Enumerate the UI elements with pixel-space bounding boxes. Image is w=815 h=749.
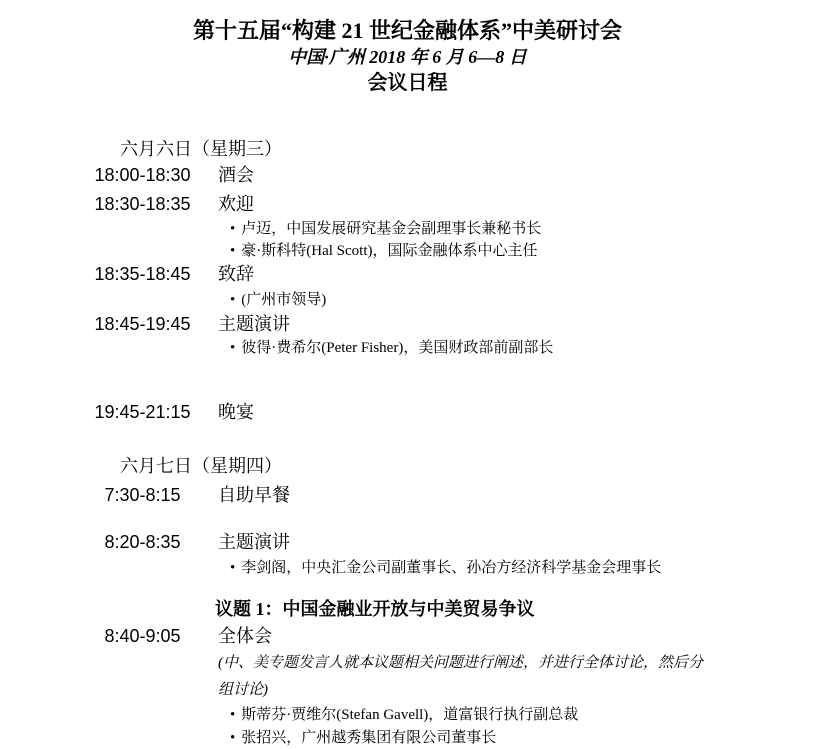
time-range: 18:00-18:30 bbox=[94, 165, 191, 185]
event-title: 酒会 bbox=[218, 165, 254, 185]
schedule-row bbox=[0, 400, 815, 424]
schedule-row bbox=[0, 312, 815, 336]
day-section-june-7 bbox=[0, 455, 815, 749]
time-range: 18:35-18:45 bbox=[94, 264, 191, 284]
document-header bbox=[0, 18, 815, 95]
bullet-icon: • bbox=[230, 707, 236, 723]
session-note-line: (中、美专题发言人就本议题相关问题进行阐述，并进行全体讨论，然后分 bbox=[218, 655, 703, 671]
event-title: 主题演讲 bbox=[218, 532, 290, 552]
time-range: 8:40-9:05 bbox=[104, 626, 181, 646]
speaker-text: 豪·斯科特(Hal Scott)，国际金融体系中心主任 bbox=[241, 243, 538, 259]
time-range: 8:20-8:35 bbox=[104, 532, 181, 552]
event-title: 主题演讲 bbox=[218, 314, 290, 334]
date-heading: 六月六日（星期三） bbox=[120, 139, 282, 159]
date-heading: 六月七日（星期四） bbox=[120, 456, 282, 476]
time-range: 7:30-8:15 bbox=[104, 485, 181, 505]
speaker-text: 张招兴，广州越秀集团有限公司董事长 bbox=[241, 730, 497, 746]
session-note bbox=[0, 650, 815, 704]
schedule-row bbox=[0, 262, 815, 286]
speaker-text: 李剑阁，中央汇金公司副董事长、孙冶方经济科学基金会理事长 bbox=[241, 560, 662, 576]
bullet-icon: • bbox=[230, 221, 236, 237]
speaker-text: 斯蒂芬·贾维尔(Stefan Gavell)，道富银行执行副总裁 bbox=[241, 707, 579, 723]
day-section-june-6 bbox=[0, 138, 815, 424]
event-title: 晚宴 bbox=[218, 402, 254, 422]
speaker-text: 彼得·费希尔(Peter Fisher)，美国财政部前副部长 bbox=[241, 340, 554, 356]
bullet-icon: • bbox=[230, 730, 236, 746]
time-range: 19:45-21:15 bbox=[94, 402, 191, 422]
schedule-row bbox=[0, 483, 815, 507]
bullet-icon: • bbox=[230, 243, 236, 259]
event-title: 欢迎 bbox=[218, 194, 254, 214]
speaker-line bbox=[0, 289, 815, 311]
bullet-icon: • bbox=[230, 560, 236, 576]
speaker-line bbox=[0, 727, 815, 749]
schedule-row bbox=[0, 163, 815, 187]
schedule-row bbox=[0, 530, 815, 554]
schedule-row bbox=[0, 624, 815, 648]
speaker-line bbox=[0, 240, 815, 262]
bullet-icon: • bbox=[230, 292, 236, 308]
speaker-text: (广州市领导) bbox=[241, 292, 327, 308]
bullet-icon: • bbox=[230, 340, 236, 356]
event-title: 致辞 bbox=[218, 264, 254, 284]
schedule-row bbox=[0, 192, 815, 216]
event-title: 自助早餐 bbox=[218, 485, 290, 505]
speaker-line bbox=[0, 704, 815, 726]
speaker-text: 卢迈，中国发展研究基金会副理事长兼秘书长 bbox=[241, 221, 542, 237]
document-title: 第十五届“构建 21 世纪金融体系”中美研讨会 bbox=[192, 18, 622, 43]
session-note-line: 组讨论) bbox=[218, 682, 268, 698]
time-range: 18:30-18:35 bbox=[94, 194, 191, 214]
document-subtitle: 中国·广州 2018 年 6 月 6—8 日 bbox=[288, 47, 527, 67]
document-type-heading: 会议日程 bbox=[367, 72, 448, 94]
speaker-line bbox=[0, 218, 815, 240]
event-title: 全体会 bbox=[218, 626, 272, 646]
time-range: 18:45-19:45 bbox=[94, 314, 191, 334]
speaker-line bbox=[0, 337, 815, 359]
topic-heading: 议题 1：中国金融业开放与中美贸易争议 bbox=[215, 599, 535, 619]
speaker-line bbox=[0, 557, 815, 579]
